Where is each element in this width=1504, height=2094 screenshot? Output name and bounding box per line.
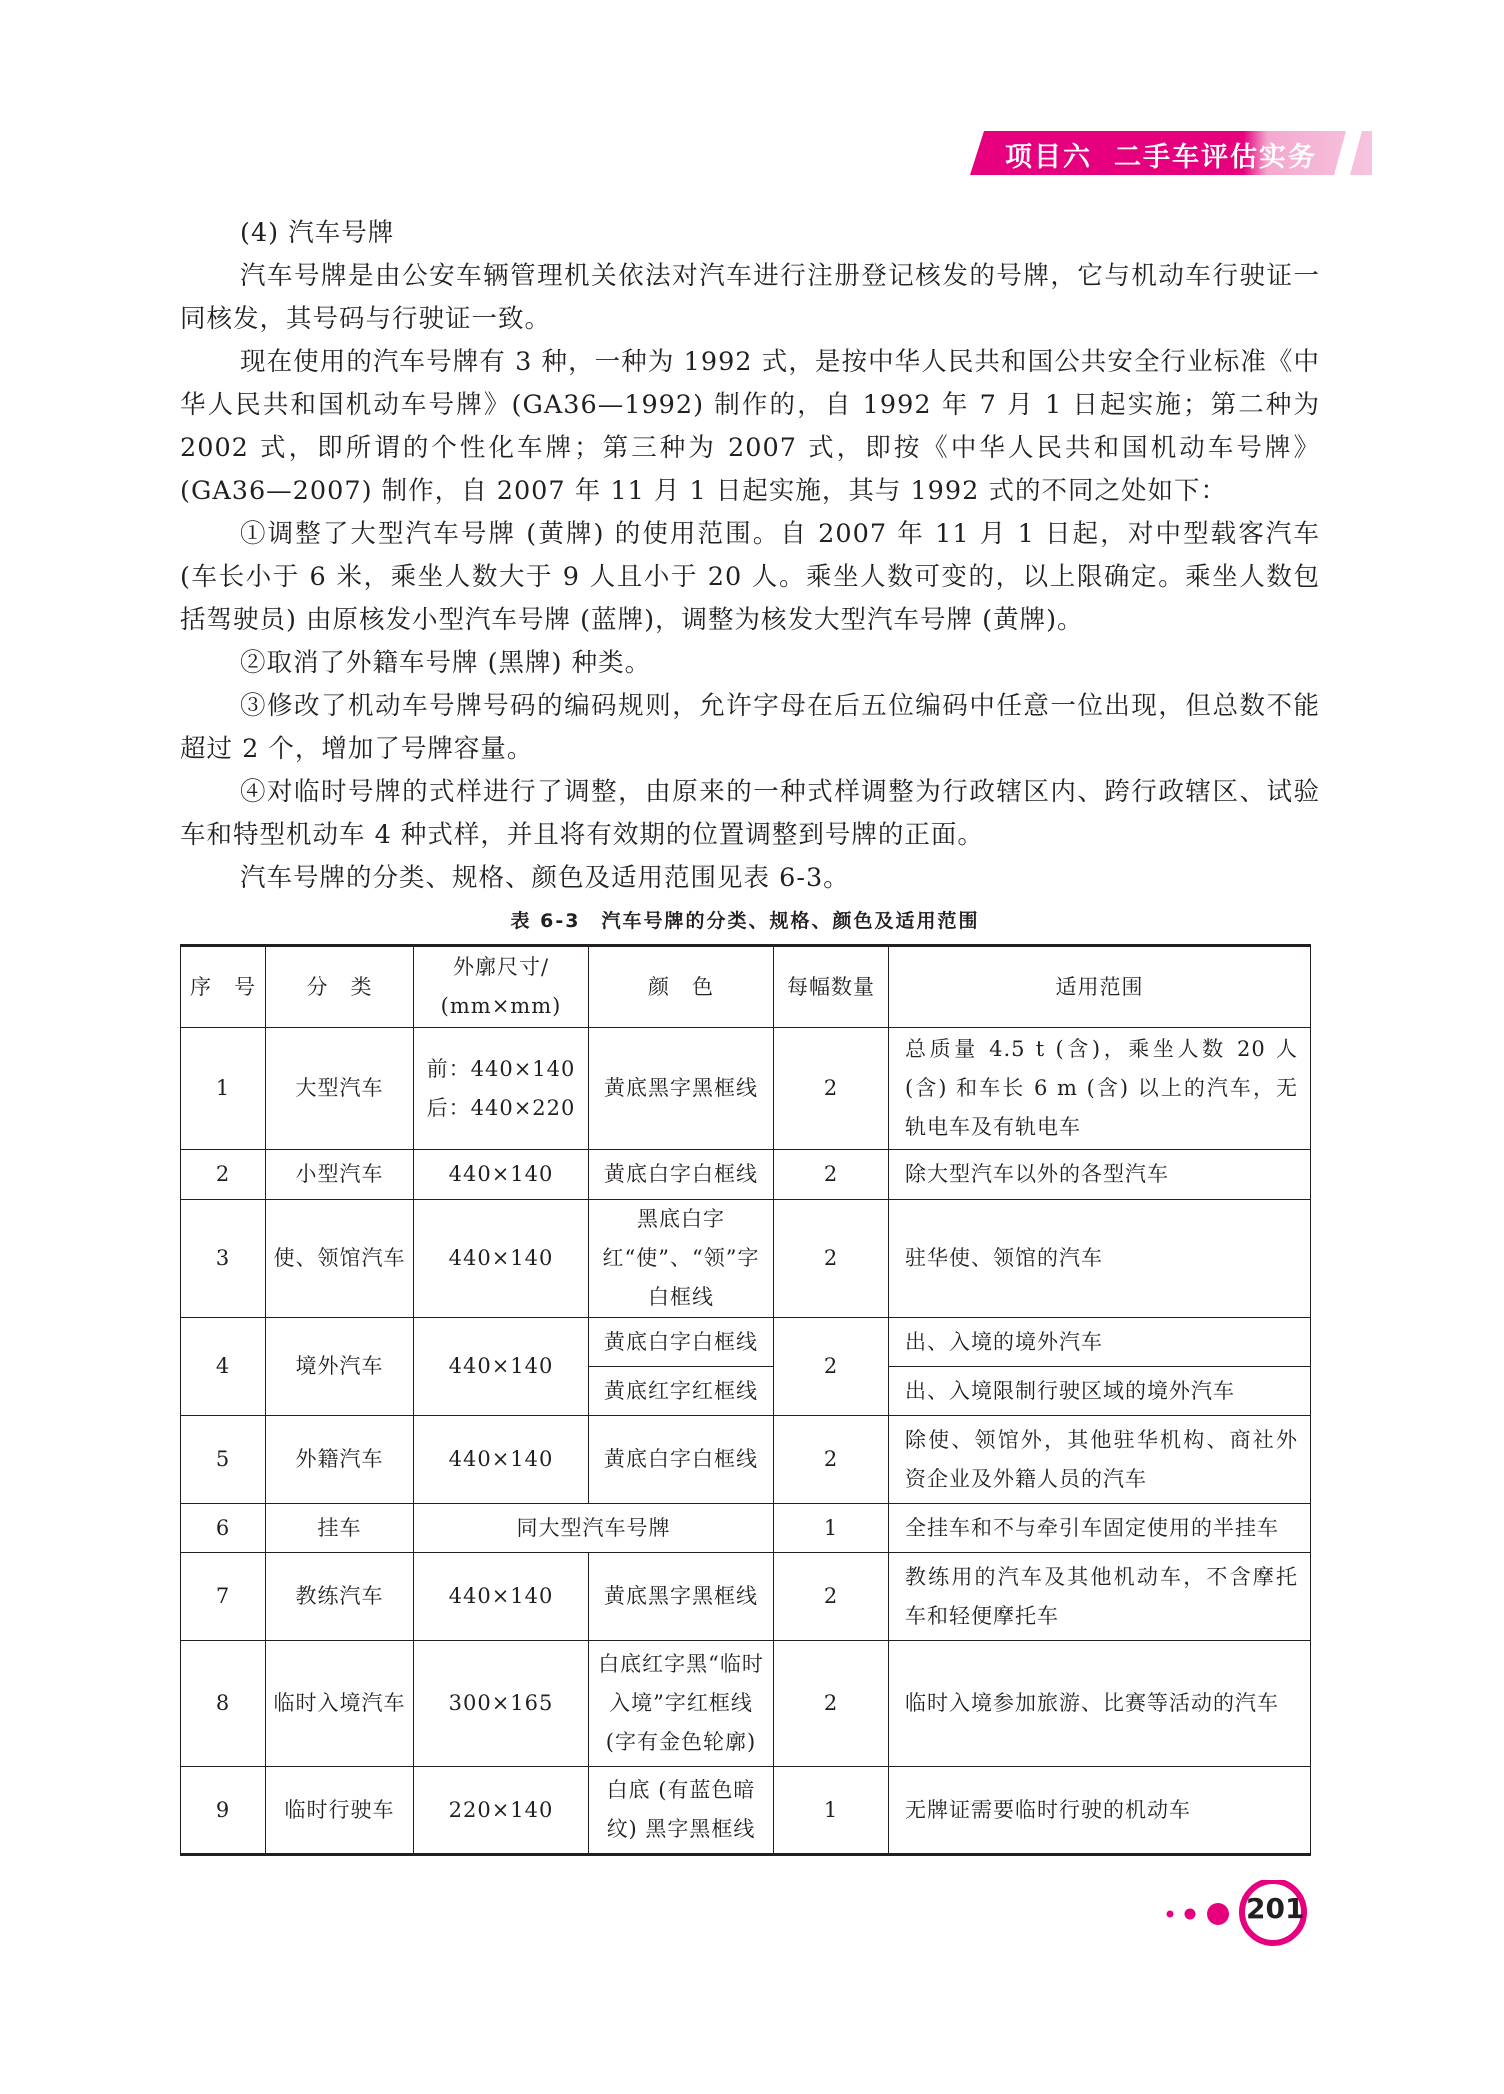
cell-category: 境外汽车	[266, 1318, 414, 1416]
cell-color: 白底 (有蓝色暗纹) 黑字黑框线	[589, 1767, 774, 1855]
cell-size: 440×140	[414, 1150, 589, 1200]
cell-category: 挂车	[266, 1504, 414, 1553]
table-caption: 表 6-3 汽车号牌的分类、规格、颜色及适用范围	[510, 910, 980, 932]
table-row	[181, 1641, 1311, 1767]
cell-category: 教练汽车	[266, 1553, 414, 1641]
cell-scope: 无牌证需要临时行驶的机动车	[889, 1767, 1311, 1855]
header-project: 项目六	[1005, 142, 1092, 173]
chapter-header-banner	[970, 131, 1372, 175]
paragraph: 汽车号牌的分类、规格、颜色及适用范围见表 6-3。	[240, 863, 850, 893]
table-row	[181, 1553, 1311, 1641]
header-seq: 序 号	[181, 946, 266, 1028]
cell-scope: 全挂车和不与牵引车固定使用的半挂车	[889, 1504, 1311, 1553]
table-row	[181, 1767, 1311, 1855]
cell-seq: 8	[181, 1641, 266, 1767]
cell-seq: 6	[181, 1504, 266, 1553]
cell-color: 黄底黑字黑框线	[589, 1028, 774, 1150]
cell-category: 大型汽车	[266, 1028, 414, 1150]
cell-count: 2	[774, 1150, 889, 1200]
cell-color: 黄底红字红框线	[589, 1367, 774, 1416]
paragraph: ③修改了机动车号牌号码的编码规则，允许字母在后五位编码中任意一位出现，但总数不能超过 2 个，增加了号牌容量。	[180, 691, 1320, 764]
cell-size: 300×165	[414, 1641, 589, 1767]
cell-count: 2	[774, 1641, 889, 1767]
header-scope: 适用范围	[889, 946, 1311, 1028]
cell-count: 2	[774, 1416, 889, 1504]
cell-seq: 3	[181, 1200, 266, 1318]
cell-scope: 出、入境的境外汽车	[889, 1318, 1311, 1367]
cell-seq: 2	[181, 1150, 266, 1200]
header-chapter-title: 二手车评估实务	[1114, 142, 1317, 173]
header-color: 颜 色	[589, 946, 774, 1028]
cell-count: 1	[774, 1767, 889, 1855]
cell-color: 黄底白字白框线	[589, 1150, 774, 1200]
table-row	[181, 1318, 1311, 1367]
cell-scope: 总质量 4.5 t (含)，乘坐人数 20 人 (含) 和车长 6 m (含) 以上的汽车，无轨电车及有轨电车	[889, 1028, 1311, 1150]
cell-size: 440×140	[414, 1318, 589, 1416]
paragraph: ②取消了外籍车号牌 (黑牌) 种类。	[240, 648, 652, 678]
header-category: 分 类	[266, 946, 414, 1028]
table-header-row	[181, 946, 1311, 1028]
cell-seq: 1	[181, 1028, 266, 1150]
page-number: 201	[1246, 1892, 1305, 1925]
cell-size	[414, 1028, 589, 1150]
cell-seq: 4	[181, 1318, 266, 1416]
cell-category: 小型汽车	[266, 1150, 414, 1200]
cell-count: 2	[774, 1028, 889, 1150]
cell-category: 临时行驶车	[266, 1767, 414, 1855]
cell-color: 黄底白字白框线	[589, 1318, 774, 1367]
cell-seq: 7	[181, 1553, 266, 1641]
cell-scope: 临时入境参加旅游、比赛等活动的汽车	[889, 1641, 1311, 1767]
header-count: 每幅数量	[774, 946, 889, 1028]
page-number-badge	[1160, 1880, 1320, 1950]
cell-scope: 教练用的汽车及其他机动车，不含摩托车和轻便摩托车	[889, 1553, 1311, 1641]
section-heading: (4) 汽车号牌	[240, 218, 395, 248]
header-title	[1005, 135, 1317, 174]
cell-count: 1	[774, 1504, 889, 1553]
paragraph: ①调整了大型汽车号牌 (黄牌) 的使用范围。自 2007 年 11 月 1 日起，对中型载客汽车 (车长小于 6 米，乘坐人数大于 9 人且小于 20 人。乘坐人数可变的，以上限确定。乘坐人数包括驾驶员) 由原核发小型汽车号牌 (蓝牌)，调整为核发大型汽车号牌 (黄牌)。	[180, 519, 1320, 635]
body-text	[180, 212, 1320, 900]
cell-scope: 除使、领馆外，其他驻华机构、商社外资企业及外籍人员的汽车	[889, 1416, 1311, 1504]
cell-size: 440×140	[414, 1200, 589, 1318]
cell-color: 黄底黑字黑框线	[589, 1553, 774, 1641]
cell-scope: 出、入境限制行驶区域的境外汽车	[889, 1367, 1311, 1416]
paragraph: ④对临时号牌的式样进行了调整，由原来的一种式样调整为行政辖区内、跨行政辖区、试验车和特型机动车 4 种式样，并且将有效期的位置调整到号牌的正面。	[180, 777, 1320, 850]
paragraph: 汽车号牌是由公安车辆管理机关依法对汽车进行注册登记核发的号牌，它与机动车行驶证一同核发，其号码与行驶证一致。	[180, 261, 1320, 334]
cell-size-back: 后：440×220	[426, 1095, 576, 1120]
cell-seq: 9	[181, 1767, 266, 1855]
table-row	[181, 1416, 1311, 1504]
cell-scope: 驻华使、领馆的汽车	[889, 1200, 1311, 1318]
cell-size: 220×140	[414, 1767, 589, 1855]
header-size-line2: (mm×mm)	[440, 994, 562, 1018]
table-row	[181, 1150, 1311, 1200]
header-size-line1: 外廓尺寸/	[452, 955, 550, 979]
license-plate-table	[180, 944, 1310, 1856]
cell-category: 临时入境汽车	[266, 1641, 414, 1767]
cell-count: 2	[774, 1553, 889, 1641]
cell-category: 使、领馆汽车	[266, 1200, 414, 1318]
cell-size-front: 前：440×140	[426, 1056, 576, 1081]
cell-color: 黑底白字红“使”、“领”字白框线	[589, 1200, 774, 1318]
cell-seq: 5	[181, 1416, 266, 1504]
cell-scope: 除大型汽车以外的各型汽车	[889, 1150, 1311, 1200]
header-size	[414, 946, 589, 1028]
cell-count: 2	[774, 1318, 889, 1416]
table-row	[181, 1200, 1311, 1318]
cell-size-color: 同大型汽车号牌	[414, 1504, 774, 1553]
cell-count: 2	[774, 1200, 889, 1318]
cell-size: 440×140	[414, 1553, 589, 1641]
table-row	[181, 1504, 1311, 1553]
cell-category: 外籍汽车	[266, 1416, 414, 1504]
cell-color: 白底红字黑“临时入境”字红框线 (字有金色轮廓)	[589, 1641, 774, 1767]
paragraph: 现在使用的汽车号牌有 3 种，一种为 1992 式，是按中华人民共和国公共安全行业标准《中华人民共和国机动车号牌》(GA36—1992) 制作的，自 1992 年 7 月 1 日起实施；第二种为 2002 式，即所谓的个性化车牌；第三种为 2007 式，即按《中华人民共和国机动车号牌》(GA36—2007) 制作，自 2007 年 11 月 1 日起实施，其与 1992 式的不同之处如下：	[180, 347, 1320, 506]
table-row	[181, 1028, 1311, 1150]
cell-size: 440×140	[414, 1416, 589, 1504]
cell-color: 黄底白字白框线	[589, 1416, 774, 1504]
